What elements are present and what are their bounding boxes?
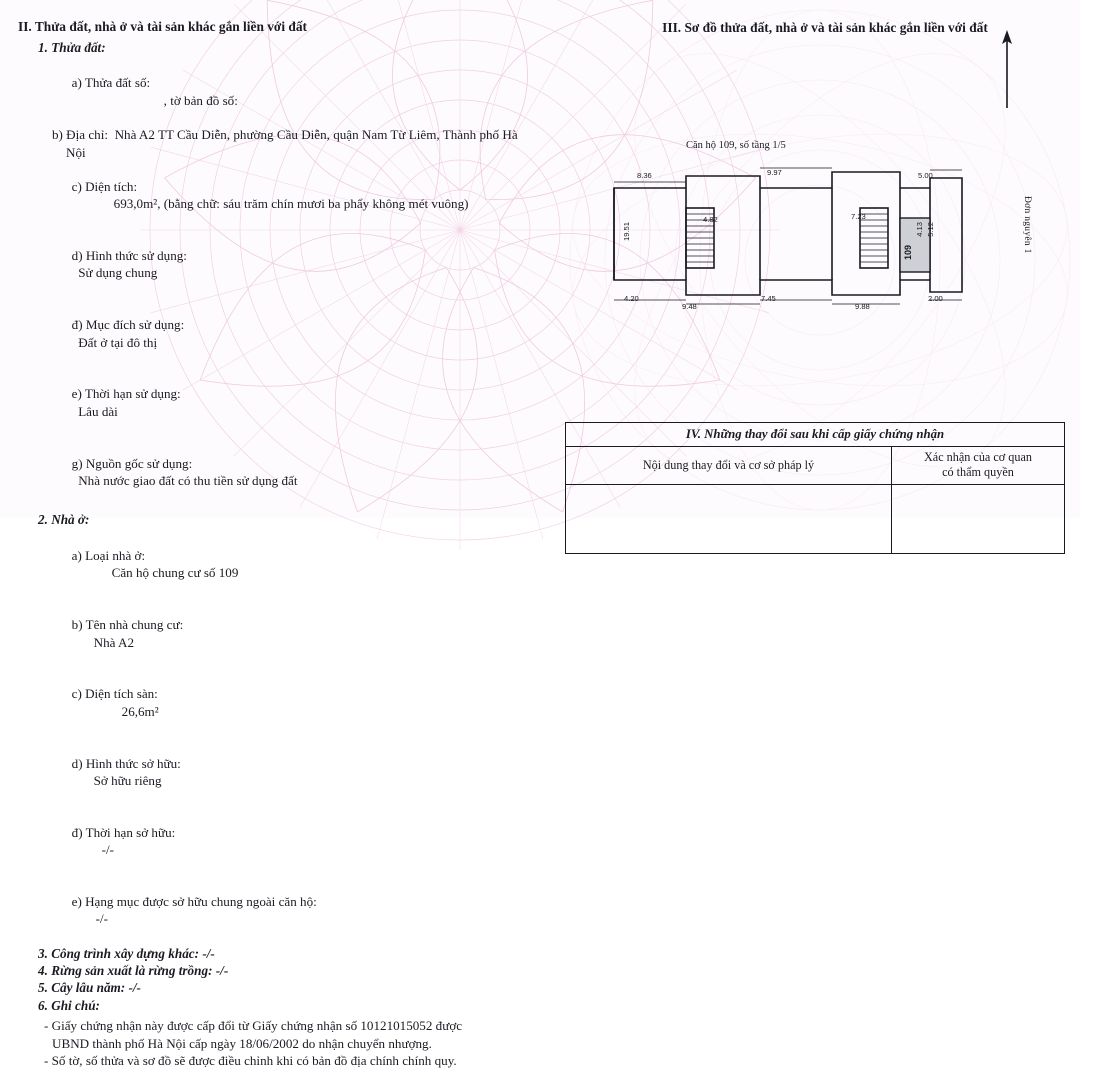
subsection-5-title: 5. Cây lâu năm: -/- <box>38 980 141 996</box>
field-thua-dat-so-label: a) Thửa đất số: <box>71 75 151 91</box>
field-ten-nha-chung-cu-value: Nhà A2 <box>93 634 135 650</box>
cell-noi-dung <box>566 484 892 553</box>
field-hinh-thuc-su-dung-label: d) Hình thức sử dụng: <box>71 248 187 264</box>
field-dien-tich-san-label: c) Diện tích sàn: <box>71 686 158 702</box>
column-header-xac-nhan-line2: có thẩm quyền <box>942 465 1014 480</box>
north-arrow-icon <box>995 30 1019 110</box>
field-loai-nha-o-label: a) Loại nhà ở: <box>71 548 146 564</box>
dim-right-vertical-1: 4.13 <box>915 222 924 237</box>
field-muc-dich-su-dung-label: đ) Mục đích sử dụng: <box>71 317 185 333</box>
field-hinh-thuc-so-huu-label: d) Hình thức sở hữu: <box>71 755 181 771</box>
column-header-xac-nhan-line1: Xác nhận của cơ quan <box>924 450 1032 464</box>
road-label: Đơn nguyên 1 <box>1022 196 1032 254</box>
dim-bottom-4: 9.88 <box>855 302 870 311</box>
field-thoi-han-so-huu-value: -/- <box>101 841 114 857</box>
subsection-6-title: 6. Ghi chú: <box>38 997 100 1013</box>
field-ten-nha-chung-cu-label: b) Tên nhà chung cư: <box>71 617 184 633</box>
subsection-3-title: 3. Công trình xây dựng khác: -/- <box>38 945 215 961</box>
field-dia-chi <box>52 126 578 143</box>
dim-bottom-2: 9.48 <box>682 302 697 311</box>
subsection-2-title: 2. Nhà ở: <box>38 512 90 528</box>
field-dia-chi-value: Nhà A2 TT Cầu Diễn, phường Cầu Diễn, quận Nam Từ Liêm, Thành phố Hà <box>114 127 518 143</box>
field-dia-chi-label: b) Địa chỉ: <box>52 127 108 143</box>
cell-xac-nhan <box>891 484 1064 553</box>
field-dien-tich-san-value: 26,6m² <box>121 703 159 719</box>
column-header-noi-dung: Nội dung thay đổi và cơ sở pháp lý <box>566 447 892 485</box>
field-dien-tich-value: 693,0m², (bằng chữ: sáu trăm chín mươi ba phẩy không mét vuông) <box>113 196 469 212</box>
field-nguon-goc-su-dung <box>52 437 578 506</box>
subsection-1-title: 1. Thửa đất: <box>38 39 106 55</box>
field-thoi-han-so-huu-label: đ) Thời hạn sở hữu: <box>71 824 176 840</box>
section-ii-block <box>18 18 578 1069</box>
table-row <box>566 484 1065 553</box>
field-hang-muc-so-huu-chung-value: -/- <box>95 911 108 927</box>
apartment-label: Căn hộ 109, số tầng 1/5 <box>686 140 786 151</box>
section-iv-heading: IV. Những thay đổi sau khi cấp giấy chứng nhận <box>566 423 1065 447</box>
dim-bottom-5: 2.00 <box>928 294 943 303</box>
dim-bottom-1: 4.20 <box>624 294 639 303</box>
column-header-xac-nhan <box>891 447 1064 485</box>
note-line-3: - Số tờ, số thửa và sơ đồ sẽ được điều chỉnh khi có bản đồ địa chính chính quy. <box>44 1052 457 1068</box>
note-line-1: - Giấy chứng nhận này được cấp đổi từ Giấy chứng nhận số 10121015052 được <box>44 1018 463 1034</box>
field-thua-dat-so-value: , tờ bản đồ số: <box>163 92 238 108</box>
field-ten-nha-chung-cu <box>52 599 578 668</box>
section-iii-heading: III. Sơ đồ thửa đất, nhà ở và tài sản khác gắn liền với đất <box>662 20 988 35</box>
field-dien-tich <box>52 161 578 230</box>
dim-mid-2: 7.23 <box>851 212 866 221</box>
dim-mid-1: 4.82 <box>703 215 718 224</box>
field-hang-muc-so-huu-chung-label: e) Hạng mục được sở hữu chung ngoài căn hộ: <box>71 893 317 909</box>
dim-left-vertical: 19.51 <box>622 222 631 242</box>
field-hinh-thuc-so-huu-value: Sở hữu riêng <box>93 772 162 788</box>
field-dien-tich-san <box>52 668 578 737</box>
dim-top-3: 5.00 <box>918 171 933 180</box>
field-hinh-thuc-su-dung-value: Sử dụng chung <box>78 265 158 281</box>
section-iv-table <box>565 422 1065 554</box>
apartment-number-label: 109 <box>903 245 913 261</box>
field-hinh-thuc-so-huu <box>52 737 578 806</box>
floor-plan-drawing <box>600 160 1020 310</box>
dim-right-vertical-2: 5.12 <box>926 222 935 237</box>
field-loai-nha-o-value: Căn hộ chung cư số 109 <box>111 565 239 581</box>
field-thoi-han-su-dung-label: e) Thời hạn sử dụng: <box>71 386 181 402</box>
table-header-row <box>566 423 1065 447</box>
field-muc-dich-su-dung-value: Đất ở tại đô thị <box>78 334 158 350</box>
field-nguon-goc-su-dung-label: g) Nguồn gốc sử dụng: <box>71 455 193 471</box>
subsection-4-title: 4. Rừng sản xuất là rừng trồng: -/- <box>38 963 229 979</box>
field-loai-nha-o <box>52 530 578 599</box>
field-hinh-thuc-su-dung <box>52 230 578 299</box>
note-line-2: UBND thành phố Hà Nội cấp ngày 18/06/2002 do nhận chuyển nhượng. <box>52 1035 432 1051</box>
table-column-header-row <box>566 447 1065 485</box>
dim-top-2: 9.97 <box>767 168 782 177</box>
section-ii-heading: II. Thửa đất, nhà ở và tài sản khác gắn liền với đất <box>18 19 308 34</box>
dim-top-1: 8.36 <box>637 171 652 180</box>
field-thoi-han-su-dung <box>52 368 578 437</box>
field-dien-tich-label: c) Diện tích: <box>71 179 138 195</box>
field-hang-muc-so-huu-chung <box>52 875 578 944</box>
field-thoi-han-so-huu <box>52 806 578 875</box>
field-thua-dat-so <box>52 57 578 126</box>
dim-bottom-3: 7.45 <box>761 294 776 303</box>
field-dia-chi-value-cont: Nội <box>66 144 86 160</box>
field-thoi-han-su-dung-value: Lâu dài <box>78 403 118 419</box>
field-nguon-goc-su-dung-value: Nhà nước giao đất có thu tiền sử dụng đất <box>78 472 298 488</box>
field-muc-dich-su-dung <box>52 299 578 368</box>
